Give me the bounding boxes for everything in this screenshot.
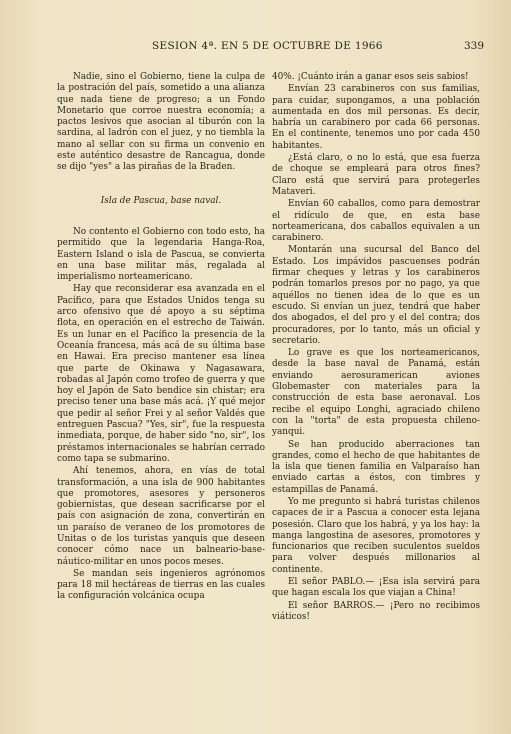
page-number: 339 [463, 40, 484, 52]
paragraph: Lo grave es que los norteamericanos, desde la base naval de Panamá, están enviando aerosuramerican aviones Globemaster con materiales para la construcción de esta base aeronaval. Los recibe el equipo Longhi, agraciado chileno con la "torta" de esta propuesta chileno-yanqui. [272, 348, 480, 438]
paragraph: ¿Está claro, o no lo está, que esa fuerza de choque se empleará para otros fines? Claro está que servirá para protegerles Mataveri. [272, 153, 480, 197]
paragraph: No contento el Gobierno con todo esto, ha permitido que la legendaria Hanga-Roa, Eastern Island o isla de Pascua, se convierta en una base militar más, regalada al imperialismo norteamericano. [57, 226, 265, 283]
paragraph: Envían 60 caballos, como para demostrar el ridículo de que, en esta base norteamericana, dos caballos equivalen a un carabinero. [272, 199, 480, 244]
session-title: SESION 4ª. EN 5 DE OCTUBRE DE 1966 [152, 40, 383, 52]
paragraph: Yo me pregunto si habrá turistas chilenos capaces de ir a Pascua a conocer esta lejana posesión. Claro que los habrá, y ya los hay: la manga langostina de asesores, promotores y funcionarios que reciben suculentos sueldos para volver después millonarios al continente. [272, 496, 480, 575]
paragraph: Ahí tenemos, ahora, en vías de total transformación, a una isla de 900 habitantes que promotores, asesores y personeros gobiernistas, que desean sacrificarse por el país con asignación de zona, convertirán en un paraíso de veraneo de los promotores de Unitas o de los turistas yanquis que deseen conocer cómo nace un balneario-base-náutico-militar en unos pocos meses. [57, 466, 265, 567]
page-header [140, 40, 484, 58]
paragraph: Se han producido aberraciones tan grandes, como el hecho de que habitantes de la isla que tienen familia en Valparaíso han enviado cartas a éstos, con timbres y estampillas de Panamá. [272, 439, 480, 495]
paragraph: Hay que reconsiderar esa avanzada en el Pacífico, para que Estados Unidos tenga su arco ofensivo que dé apoyo a su séptima flota, en operación en el estrecho de Taiwán. Es un lunar en el Pacífico la presencia de la Oceanía francesa, más acá de su última base en Hawai. Era preciso mantener esa línea que parte de Okinawa y Nagasawara, robadas al Japón como trofeo de guerra y que hoy el Japón de Sato bendice sin chistar; era preciso tener una base más acá. ¡Y qué mejor que pedir al señor Frei y al señor Valdés que entreguen Pascua? "Yes, sir", fue la respuesta inmediata, porque, de haber sido "no, sir", los préstamos internacionales se habrían cerrado como tapa se submarino. [57, 284, 265, 464]
right-column [272, 72, 480, 623]
paragraph: Se mandan seis ingenieros agrónomos para 18 mil hectáreas de tierras en las cuales la configuración volcánica ocupa [57, 568, 265, 602]
section-heading: Isla de Pascua, base naval. [100, 195, 222, 206]
paragraph: Nadie, sino el Gobierno, tiene la culpa de la postración del país, sometido a una alianza que nada tiene de progreso; a un Fondo Monetario que corroe nuestra economía; a pactos lesivos que asocian al tiburón con la sardina, al ladrón con el juez, y no tiembla la mano al sellar con su firma un convenio en este auténtico desastre de Rancagua, donde se dijo "yes" a las pirañas de la Braden. [57, 72, 265, 173]
paragraph: El señor PABLO.— ¡Esa isla servirá para que hagan escala los que viajan a China! [272, 577, 480, 599]
paragraph: Envían 23 carabineros con sus familias, para cuidar, supongamos, a una población aumentada en dos mil personas. Es decir, habría un carabinero por cada 66 personas. En el continente, tenemos uno por cada 450 habitantes. [272, 84, 480, 151]
paragraph: El señor BARROS.— ¡Pero no recibimos viáticos! [272, 600, 480, 622]
paragraph: 40%. ¡Cuánto irán a ganar esos seis sabios! [272, 72, 469, 82]
left-column [57, 72, 265, 603]
paragraph: Montarán una sucursal del Banco del Estado. Los impávidos pascuenses podrán firmar cheques y letras y los carabineros podrán tomarlos presos por no pago, ya que aquéllos no tienen idea de lo que es un escudo. Si envían un juez, tendrá que haber dos abogados, el del pro y el del contra; dos procuradores, por lo tanto, más un oficial y secretario. [272, 245, 480, 346]
